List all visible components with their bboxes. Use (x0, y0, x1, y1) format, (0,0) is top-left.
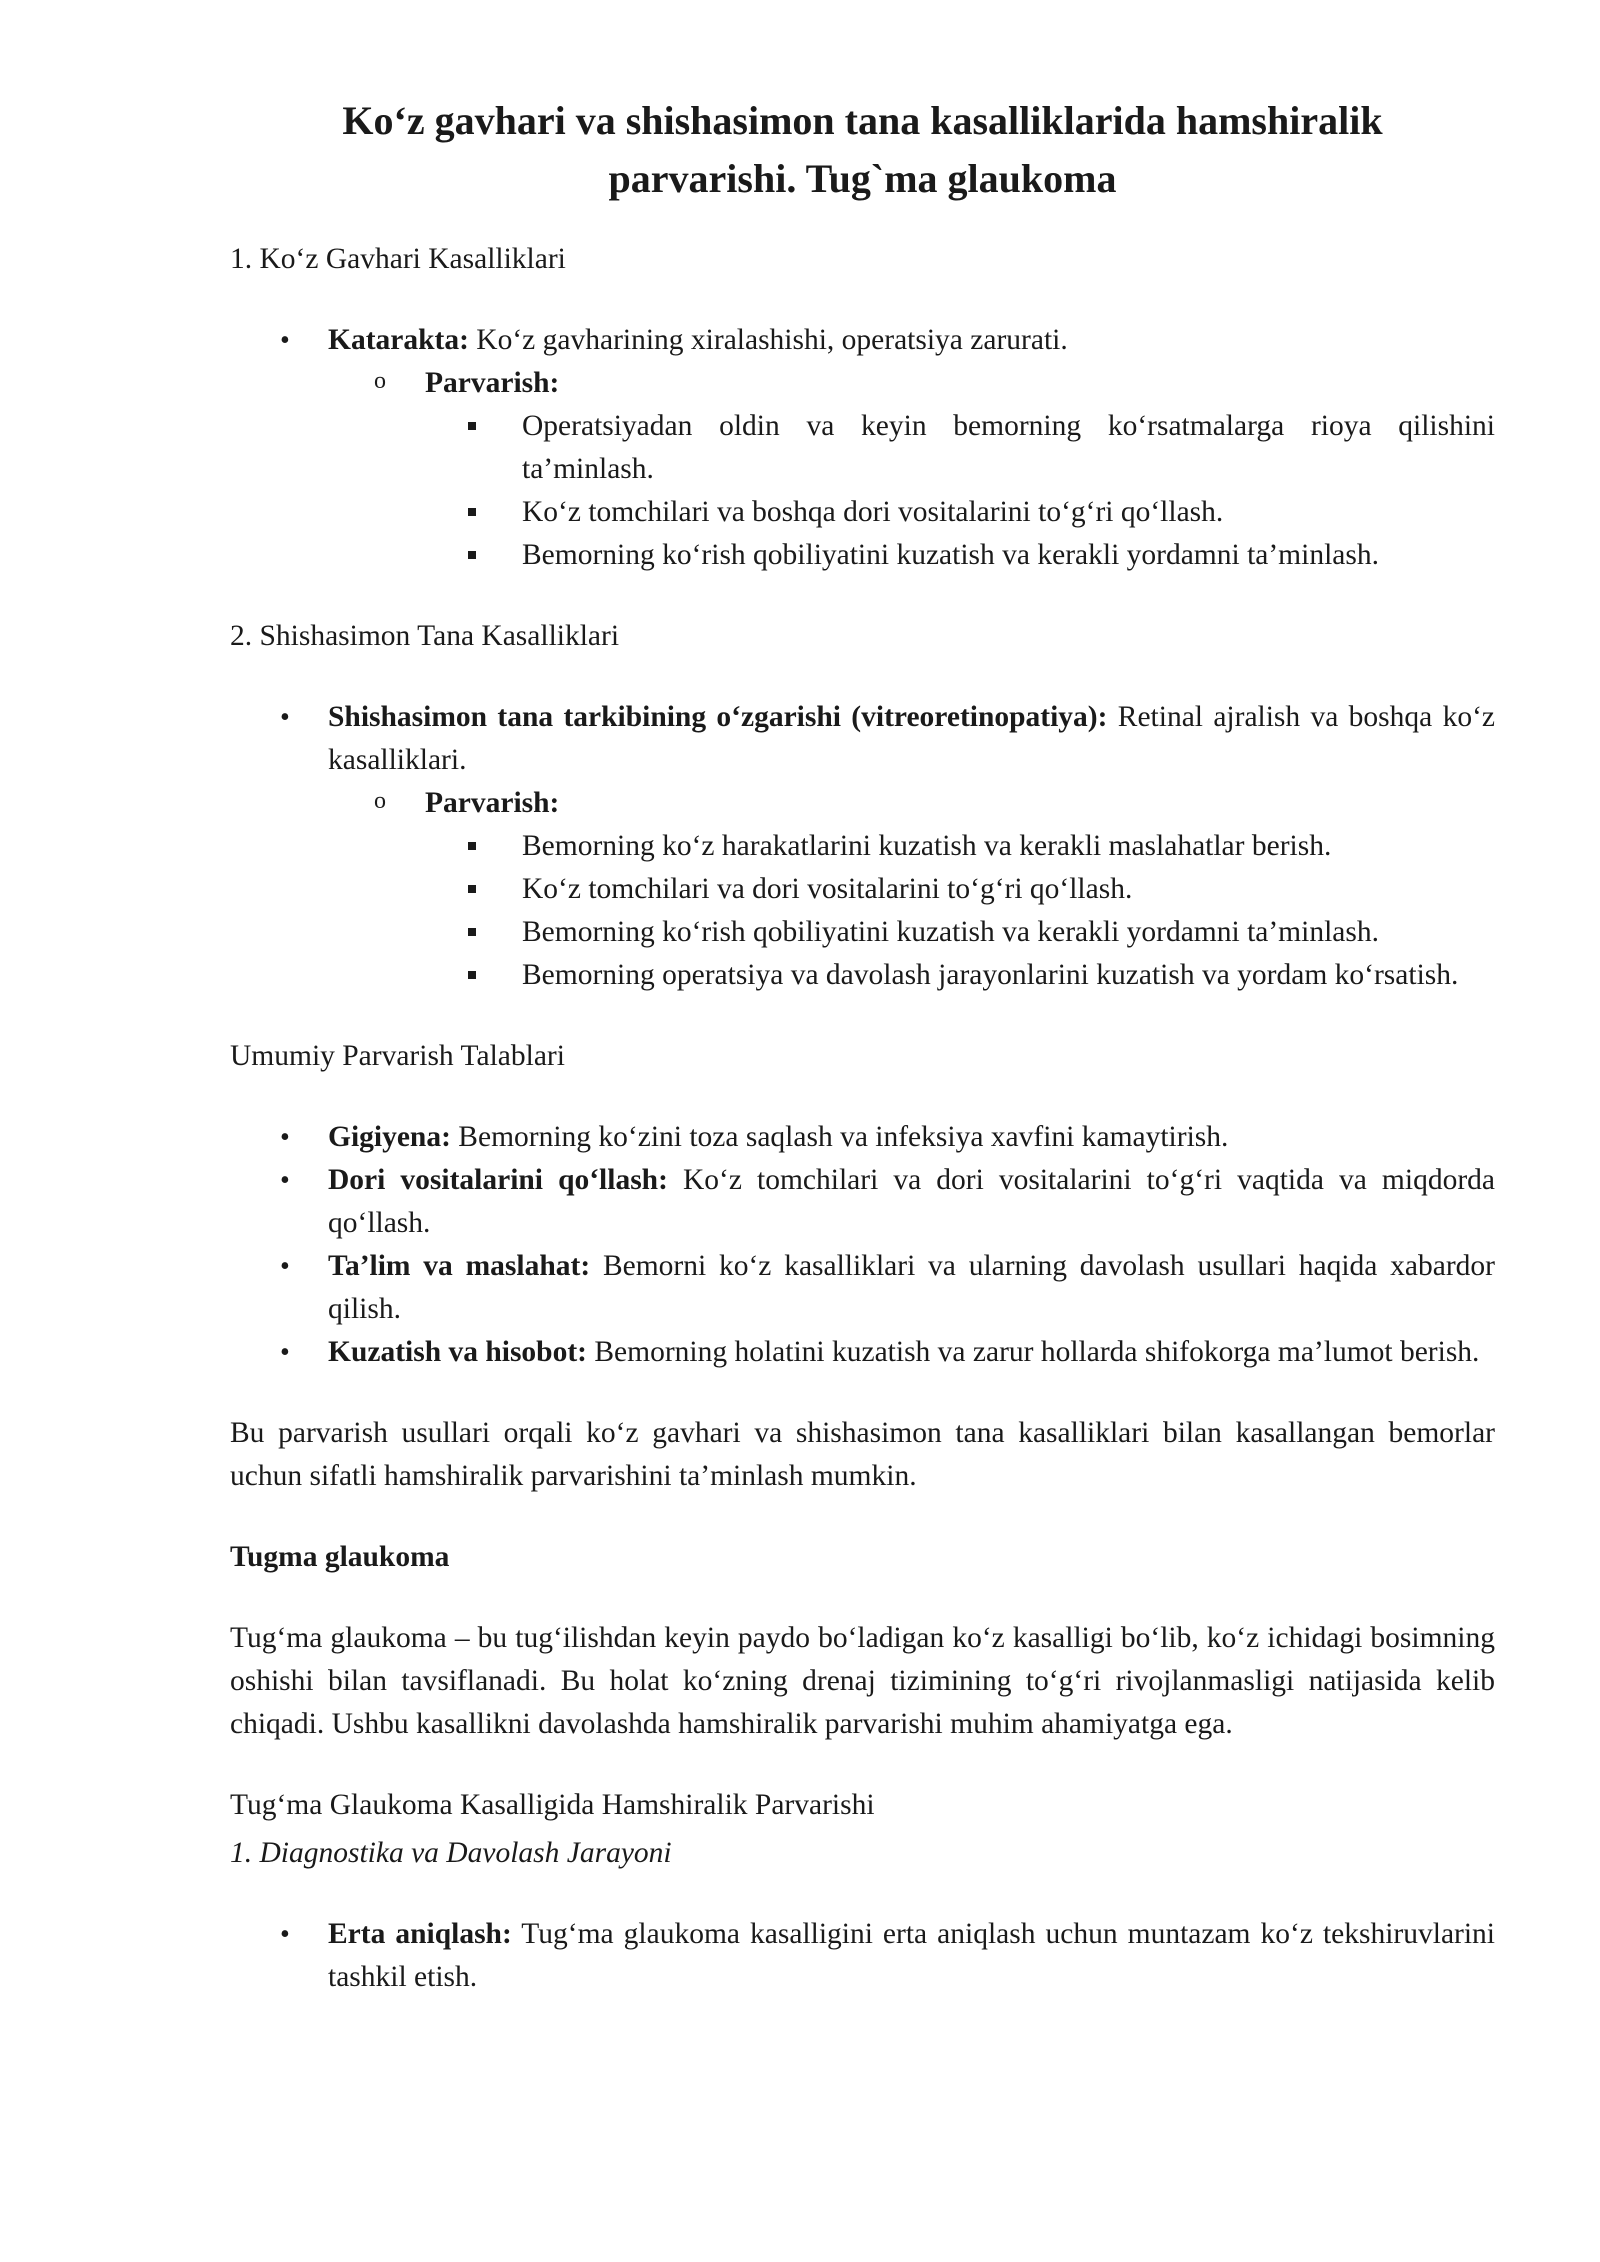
sub-item-label: Parvarish: (425, 367, 560, 399)
list-item: Bemorning ko‘rish qobiliyatini kuzatish va kerakli yordamni ta’minlash. (425, 534, 1495, 577)
list-item-vitreoretinopatiya (230, 696, 1495, 997)
bullet-icon: • (280, 1919, 290, 1950)
bullet-icon: • (280, 1122, 290, 1153)
list-item-katarakta (230, 319, 1495, 577)
section-1-sublist (231, 362, 1495, 577)
glaucoma-sub-heading: 1. Diagnostika va Davolash Jarayoni (230, 1837, 672, 1869)
circle-bullet-icon: o (374, 788, 386, 814)
square-bullet-icon (468, 842, 476, 850)
section-2-list (230, 696, 1495, 997)
sub-item-label: Parvarish: (425, 787, 560, 819)
glaucoma-care-heading: Tug‘ma Glaukoma Kasalligida Hamshiralik Parvarishi (230, 1789, 875, 1821)
list-item: • Dori vositalarini qo‘llash: Ko‘z tomchilari va dori vositalarini to‘g‘ri vaqtida va miqdorda qo‘llash. (230, 1159, 1495, 1245)
title-line-2: parvarishi. Tug`ma glaukoma (608, 156, 1117, 201)
list-item: Bemorning operatsiya va davolash jarayonlarini kuzatish va yordam ko‘rsatish. (425, 954, 1495, 997)
general-list (230, 1116, 1495, 1374)
sub-item-parvarish (328, 782, 1495, 997)
square-bullet-icon (468, 551, 476, 559)
list-item: • Ta’lim va maslahat: Bemorni ko‘z kasalliklari va ularning davolash usullari haqida xabardor qilish. (230, 1245, 1495, 1331)
bullet-icon: • (280, 702, 290, 733)
list-item: Bemorning ko‘rish qobiliyatini kuzatish va kerakli yordamni ta’minlash. (425, 911, 1495, 954)
section-1-heading: 1. Ko‘z Gavhari Kasalliklari (230, 243, 566, 275)
list-item: Bemorning ko‘z harakatlarini kuzatish va kerakli maslahatlar berish. (425, 825, 1495, 868)
list-item: Operatsiyadan oldin va keyin bemorning ko‘rsatmalarga rioya qilishini ta’minlash. (425, 405, 1495, 491)
square-bullet-icon (468, 508, 476, 516)
item-label: Katarakta: (328, 324, 469, 356)
general-heading: Umumiy Parvarish Talablari (230, 1040, 565, 1072)
square-bullet-icon (468, 885, 476, 893)
list-item: Ko‘z tomchilari va boshqa dori vositalarini to‘g‘ri qo‘llash. (425, 491, 1495, 534)
section-1-points (425, 405, 1495, 577)
list-item: Ko‘z tomchilari va dori vositalarini to‘g‘ri qo‘llash. (425, 868, 1495, 911)
square-bullet-icon (468, 928, 476, 936)
bullet-icon: • (280, 325, 290, 356)
sub-item-parvarish (328, 362, 1495, 577)
title-line-1: Ko‘z gavhari va shishasimon tana kasalliklarida hamshiralik (342, 98, 1383, 143)
list-item: • Erta aniqlash: Tug‘ma glaukoma kasalligini erta aniqlash uchun muntazam ko‘z tekshiruvlarini tashkil etish. (230, 1913, 1495, 1999)
page-title (230, 92, 1495, 208)
glaucoma-list (230, 1913, 1495, 1999)
item-text: Retinal ajralish va boshqa ko‘z kasalliklari. (328, 701, 1495, 776)
item-text: Ko‘z gavharining xiralashishi, operatsiya zarurati. (468, 324, 1068, 356)
section-2-sublist (231, 782, 1495, 997)
item-label: Shishasimon tana tarkibining o‘zgarishi (vitreoretinopatiya): (328, 701, 1108, 733)
square-bullet-icon (468, 422, 476, 430)
section-2-points (425, 825, 1495, 997)
list-item: • Gigiyena: Bemorning ko‘zini toza saqlash va infeksiya xavfini kamaytirish. (230, 1116, 1495, 1159)
square-bullet-icon (468, 971, 476, 979)
summary-paragraph: Bu parvarish usullari orqali ko‘z gavhari va shishasimon tana kasalliklari bilan kasallangan bemorlar uchun sifatli hamshiralik parvarishini ta’minlash mumkin. (230, 1417, 1495, 1492)
bullet-icon: • (280, 1251, 290, 1282)
section-2-heading: 2. Shishasimon Tana Kasalliklari (230, 620, 620, 652)
bullet-icon: • (280, 1165, 290, 1196)
section-1-list (230, 319, 1495, 577)
bullet-icon: • (280, 1337, 290, 1368)
circle-bullet-icon: o (374, 368, 386, 394)
list-item: • Kuzatish va hisobot: Bemorning holatini kuzatish va zarur hollarda shifokorga ma’lumot berish. (230, 1331, 1495, 1374)
glaucoma-heading: Tugma glaukoma (230, 1541, 450, 1573)
glaucoma-paragraph: Tug‘ma glaukoma – bu tug‘ilishdan keyin paydo bo‘ladigan ko‘z kasalligi bo‘lib, ko‘z ichidagi bosimning oshishi bilan tavsiflanadi. Bu holat ko‘zning drenaj tizimining to‘g‘ri rivojlanmasligi natijasida kelib chiqadi. Ushbu kasallikni davolashda hamshiralik parvarishi muhim ahamiyatga ega. (230, 1622, 1495, 1740)
